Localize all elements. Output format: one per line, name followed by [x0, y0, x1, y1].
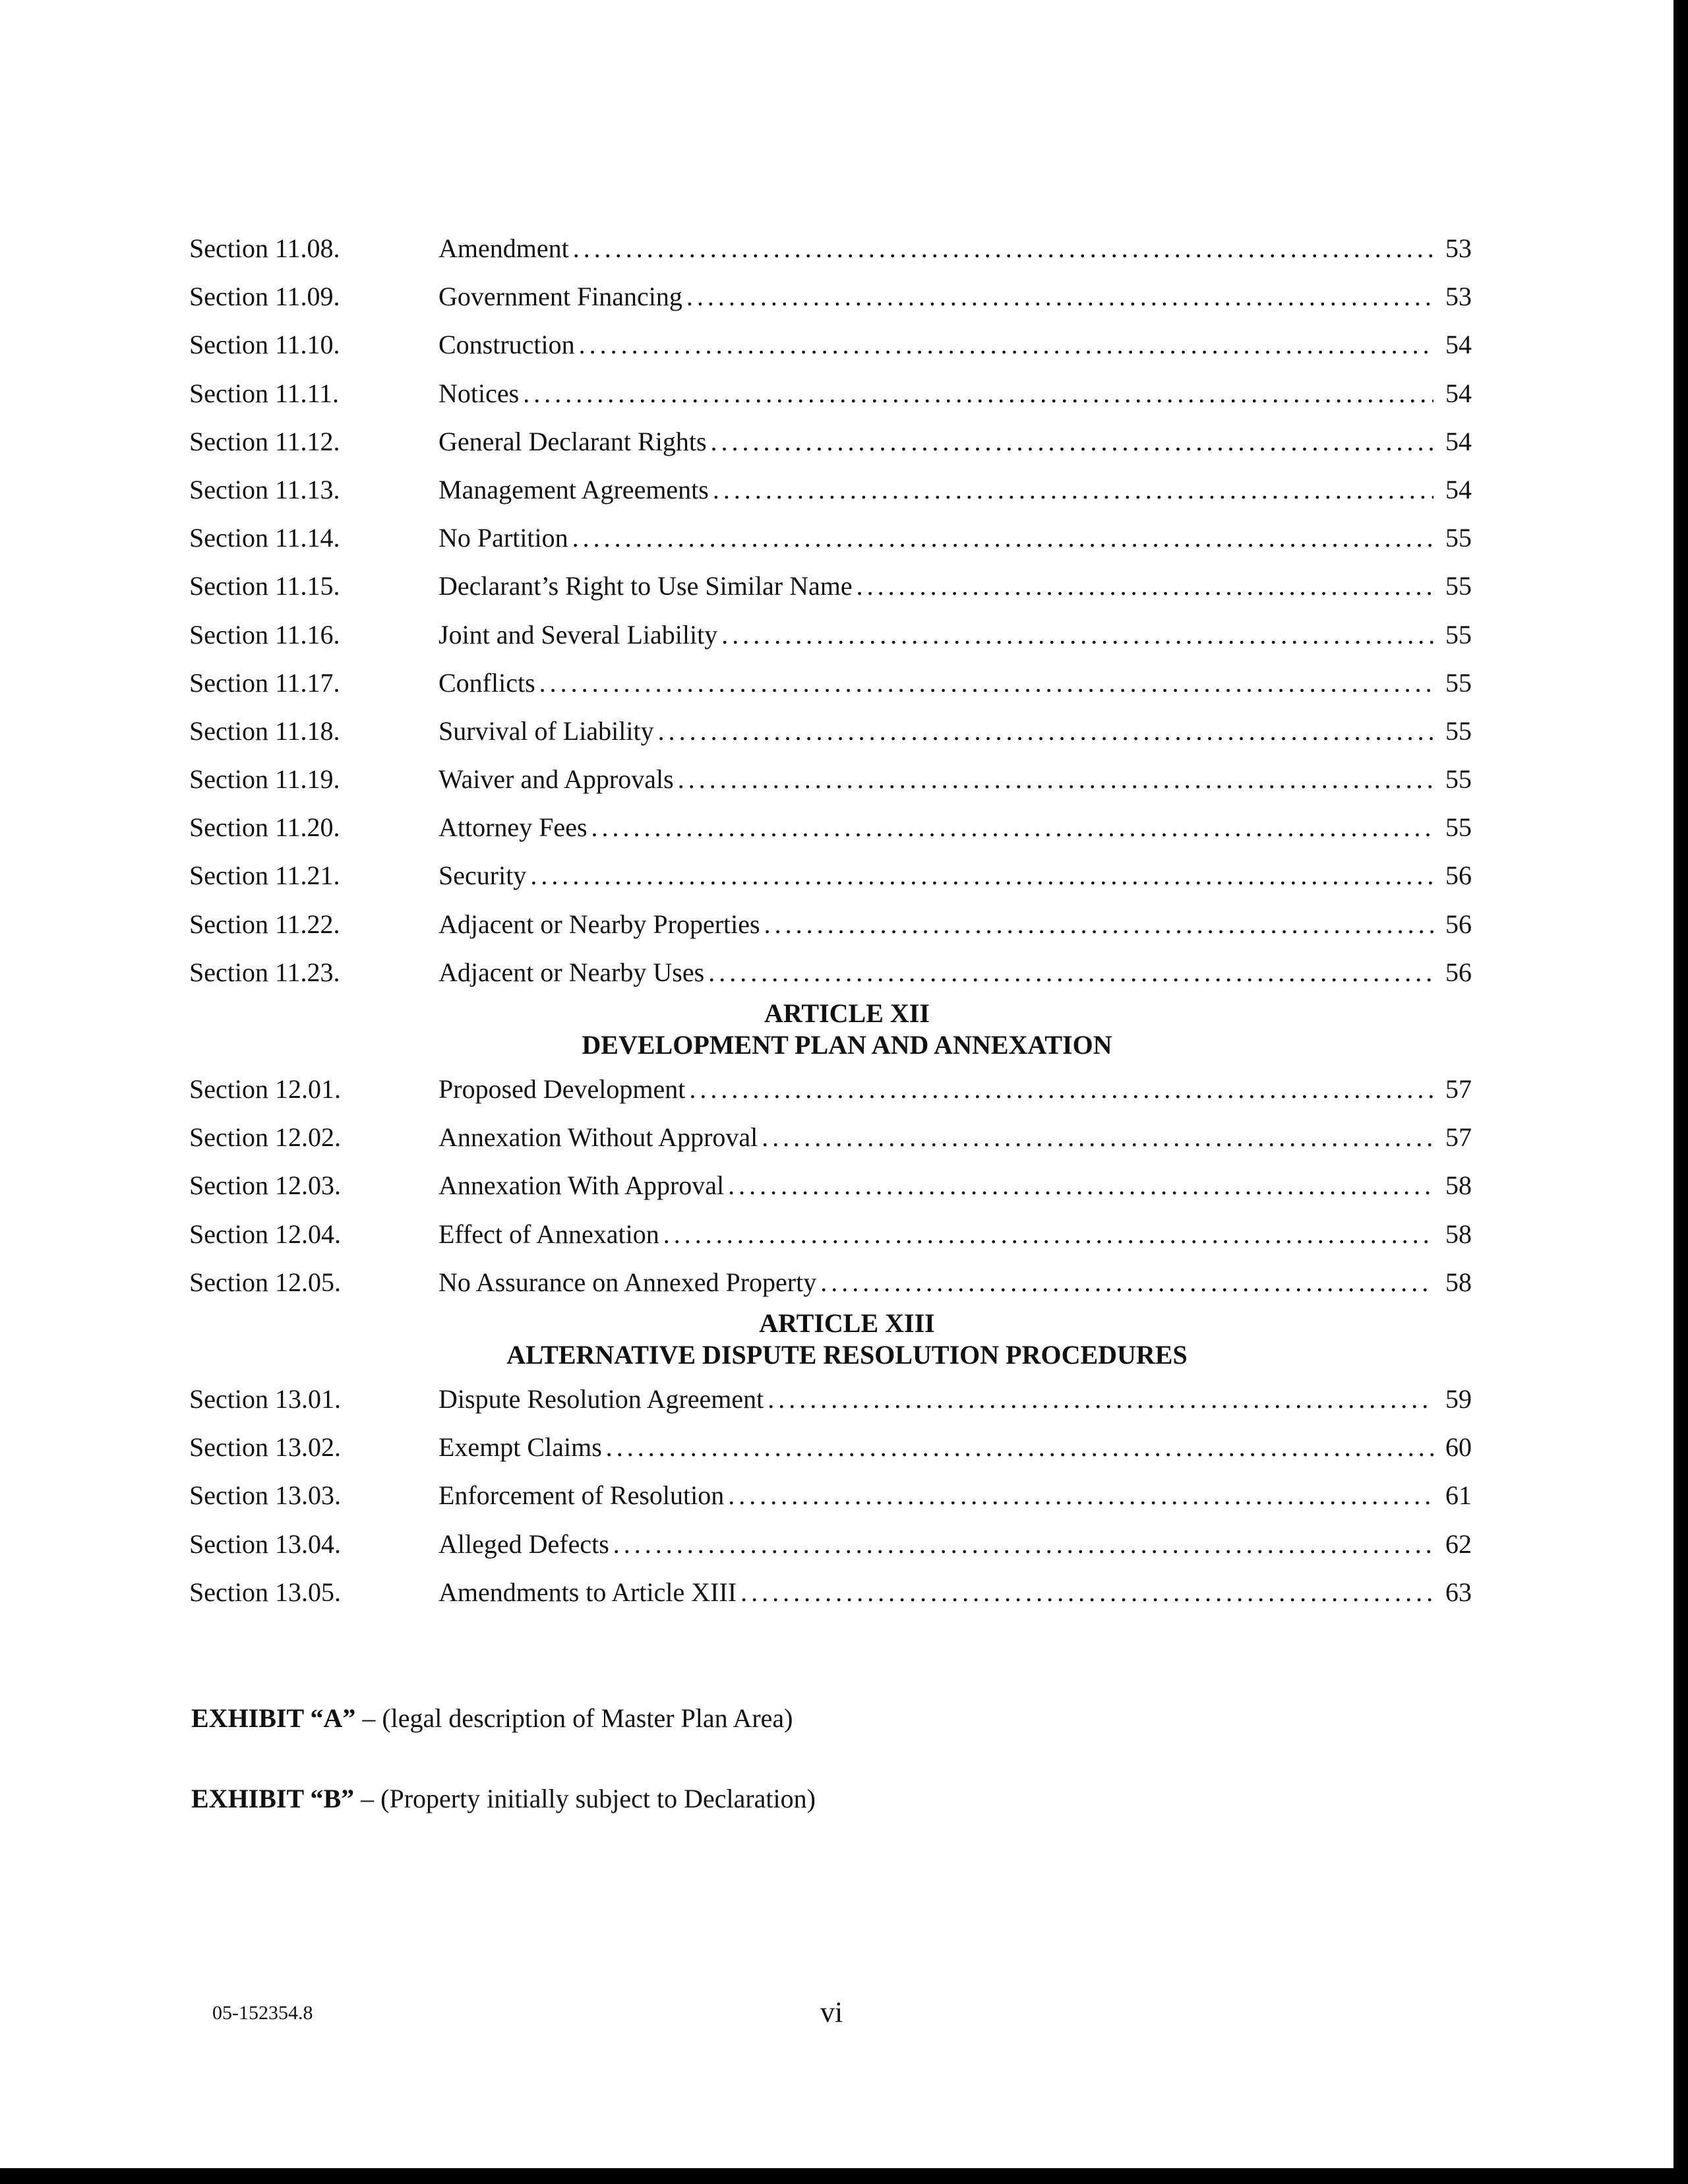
toc-dot-leader	[663, 1210, 1433, 1258]
toc-entry	[189, 1568, 1472, 1616]
toc-section-number: Section 11.18.	[189, 715, 340, 746]
toc-dot-leader	[768, 1375, 1433, 1423]
toc-entry	[189, 562, 1472, 610]
page-number: vi	[820, 1996, 843, 2028]
toc-section-title: No Assurance on Annexed Property	[438, 1267, 817, 1297]
toc-page-number: 54	[1445, 426, 1472, 456]
toc-entry	[189, 1065, 1472, 1113]
toc-section-title: Enforcement of Resolution	[438, 1480, 725, 1511]
toc-section-number: Section 12.04.	[189, 1219, 341, 1249]
toc-section-title: Conflicts	[438, 667, 535, 698]
toc-page-number: 54	[1445, 474, 1472, 504]
article-xiii-heading	[189, 1308, 1472, 1371]
toc-page-number: 56	[1445, 957, 1472, 987]
toc-entry	[189, 707, 1472, 755]
toc-dot-leader	[728, 1161, 1433, 1209]
toc-dot-leader	[764, 900, 1433, 948]
toc-entry	[189, 1161, 1472, 1209]
toc-page-number: 59	[1445, 1383, 1472, 1414]
toc-section-number: Section 11.16.	[189, 619, 340, 650]
toc-section-title: Joint and Several Liability	[438, 619, 718, 650]
toc-dot-leader	[572, 514, 1433, 562]
toc-entry	[189, 1113, 1472, 1161]
toc-entry	[189, 1423, 1472, 1471]
toc-section-number: Section 13.03.	[189, 1480, 341, 1511]
toc-section-number: Section 11.21.	[189, 861, 340, 891]
toc-dot-leader	[721, 611, 1433, 659]
toc-section-number: Section 13.04.	[189, 1529, 341, 1559]
toc-dot-leader	[857, 562, 1433, 610]
toc-section-number: Section 11.19.	[189, 764, 340, 795]
toc-section-number: Section 11.13.	[189, 474, 340, 504]
toc-entry	[189, 948, 1472, 996]
toc-page-number: 58	[1445, 1170, 1472, 1201]
toc-page-number: 55	[1445, 812, 1472, 843]
exhibit-b-label: EXHIBIT “B”	[191, 1784, 355, 1813]
toc-section-title: Adjacent or Nearby Properties	[438, 909, 760, 939]
toc-entry	[189, 659, 1472, 707]
toc-page-number: 53	[1445, 233, 1472, 263]
toc-section-number: Section 11.09.	[189, 282, 340, 312]
toc-page-number: 54	[1445, 330, 1472, 360]
toc-entry	[189, 1258, 1472, 1306]
toc-section-title: Waiver and Approvals	[438, 764, 674, 795]
toc-entry	[189, 320, 1472, 369]
toc-section-title: Management Agreements	[438, 474, 709, 504]
toc-entry	[189, 851, 1472, 899]
toc-section-title: Alleged Defects	[438, 1529, 609, 1559]
toc-page-number: 53	[1445, 282, 1472, 312]
article-xii-subtitle: DEVELOPMENT PLAN AND ANNEXATION	[582, 1030, 1112, 1060]
toc-page-number: 56	[1445, 861, 1472, 891]
toc-page-number: 60	[1445, 1432, 1472, 1463]
toc-entry	[189, 803, 1472, 851]
toc-dot-leader	[606, 1423, 1433, 1471]
toc-dot-leader	[740, 1568, 1433, 1616]
toc-section-number: Section 11.17.	[189, 667, 340, 698]
toc-section-number: Section 11.10.	[189, 330, 340, 360]
toc-section-title: Construction	[438, 330, 575, 360]
toc-entry	[189, 514, 1472, 562]
toc-page-number: 57	[1445, 1074, 1472, 1104]
toc-section-title: Dispute Resolution Agreement	[438, 1383, 764, 1414]
toc-section-number: Section 13.02.	[189, 1432, 341, 1463]
toc-entry	[189, 1520, 1472, 1568]
toc-page-number: 55	[1445, 619, 1472, 650]
toc-section-number: Section 12.03.	[189, 1170, 341, 1201]
toc-entry	[189, 224, 1472, 272]
toc-page-number: 61	[1445, 1480, 1472, 1511]
toc-section-title: Amendments to Article XIII	[438, 1577, 737, 1607]
toc-section-number: Section 12.02.	[189, 1122, 341, 1153]
toc-dot-leader	[686, 272, 1433, 320]
article-xii-heading	[189, 998, 1472, 1061]
toc-dot-leader	[530, 851, 1433, 899]
toc-section-number: Section 11.08.	[189, 233, 340, 263]
toc-section-title: Exempt Claims	[438, 1432, 602, 1463]
toc-dot-leader	[573, 224, 1433, 272]
toc-dot-leader	[820, 1258, 1433, 1306]
toc-group-article-xii	[189, 1065, 1472, 1306]
toc-dot-leader	[678, 755, 1433, 803]
toc-section-title: Annexation Without Approval	[438, 1122, 758, 1153]
toc-section-number: Section 11.11.	[189, 378, 340, 408]
toc-page-number: 55	[1445, 523, 1472, 553]
toc-section-title: Annexation With Approval	[438, 1170, 725, 1201]
scan-border-bottom	[0, 2168, 1688, 2184]
toc-dot-leader	[713, 466, 1433, 514]
toc-section-title: Proposed Development	[438, 1074, 686, 1104]
toc-entry	[189, 272, 1472, 320]
toc-page-number: 56	[1445, 909, 1472, 939]
toc-section-title: Adjacent or Nearby Uses	[438, 957, 705, 987]
toc-entry	[189, 369, 1472, 417]
article-xii-title: ARTICLE XII	[764, 998, 930, 1028]
toc-page-number: 55	[1445, 764, 1472, 795]
toc-page-number: 62	[1445, 1529, 1472, 1559]
toc-section-number: Section 13.05.	[189, 1577, 341, 1607]
toc-section-title: Survival of Liability	[438, 715, 654, 746]
toc-section-number: Section 13.01.	[189, 1383, 341, 1414]
toc-group-article-xi	[189, 224, 1472, 996]
toc-dot-leader	[711, 417, 1433, 466]
exhibit-b	[191, 1783, 816, 1814]
toc-entry	[189, 1471, 1472, 1519]
toc-section-number: Section 11.12.	[189, 426, 340, 456]
toc-section-title: Notices	[438, 378, 520, 408]
toc-page-number: 55	[1445, 715, 1472, 746]
toc-section-title: Effect of Annexation	[438, 1219, 659, 1249]
exhibit-a-label: EXHIBIT “A”	[191, 1703, 356, 1733]
toc-entry	[189, 1210, 1472, 1258]
toc-page-number: 58	[1445, 1267, 1472, 1297]
toc-dot-leader	[762, 1113, 1433, 1161]
toc-dot-leader	[689, 1065, 1433, 1113]
toc-page-number: 54	[1445, 378, 1472, 408]
toc-group-article-xiii	[189, 1375, 1472, 1616]
toc-entry	[189, 900, 1472, 948]
toc-dot-leader	[539, 659, 1433, 707]
toc-section-title: Declarant’s Right to Use Similar Name	[438, 571, 853, 601]
toc-section-title: Security	[438, 861, 527, 891]
toc-section-number: Section 12.05.	[189, 1267, 341, 1297]
toc-section-title: General Declarant Rights	[438, 426, 707, 456]
toc-entry	[189, 417, 1472, 466]
document-id: 05-152354.8	[212, 2002, 313, 2024]
scan-border-right	[1673, 0, 1688, 2184]
toc-section-number: Section 11.23.	[189, 957, 340, 987]
toc-section-number: Section 11.22.	[189, 909, 340, 939]
toc-dot-leader	[523, 369, 1433, 417]
toc-page-number: 55	[1445, 571, 1472, 601]
toc-entry	[189, 466, 1472, 514]
toc-dot-leader	[728, 1471, 1433, 1519]
toc-section-number: Section 12.01.	[189, 1074, 341, 1104]
toc-section-title: Government Financing	[438, 282, 682, 312]
toc-section-title: Attorney Fees	[438, 812, 588, 843]
toc-page-number: 57	[1445, 1122, 1472, 1153]
toc-page-number: 58	[1445, 1219, 1472, 1249]
toc-section-number: Section 11.20.	[189, 812, 340, 843]
toc-dot-leader	[579, 320, 1433, 369]
toc-page-number: 55	[1445, 667, 1472, 698]
exhibit-a-text: – (legal description of Master Plan Area)	[355, 1703, 793, 1733]
toc-section-number: Section 11.15.	[189, 571, 340, 601]
toc-section-title: Amendment	[438, 233, 569, 263]
toc-dot-leader	[658, 707, 1433, 755]
toc-dot-leader	[708, 948, 1433, 996]
toc-entry	[189, 1375, 1472, 1423]
toc-entry	[189, 755, 1472, 803]
toc-section-number: Section 11.14.	[189, 523, 340, 553]
toc-section-title: No Partition	[438, 523, 568, 553]
article-xiii-subtitle: ALTERNATIVE DISPUTE RESOLUTION PROCEDURES	[506, 1339, 1188, 1370]
toc-page-number: 63	[1445, 1577, 1472, 1607]
exhibit-a	[191, 1703, 793, 1734]
table-of-contents	[189, 224, 1472, 1616]
article-xiii-title: ARTICLE XIII	[759, 1308, 935, 1338]
exhibit-b-text: – (Property initially subject to Declaration)	[354, 1784, 816, 1813]
toc-dot-leader	[591, 803, 1433, 851]
toc-entry	[189, 611, 1472, 659]
toc-dot-leader	[613, 1520, 1433, 1568]
